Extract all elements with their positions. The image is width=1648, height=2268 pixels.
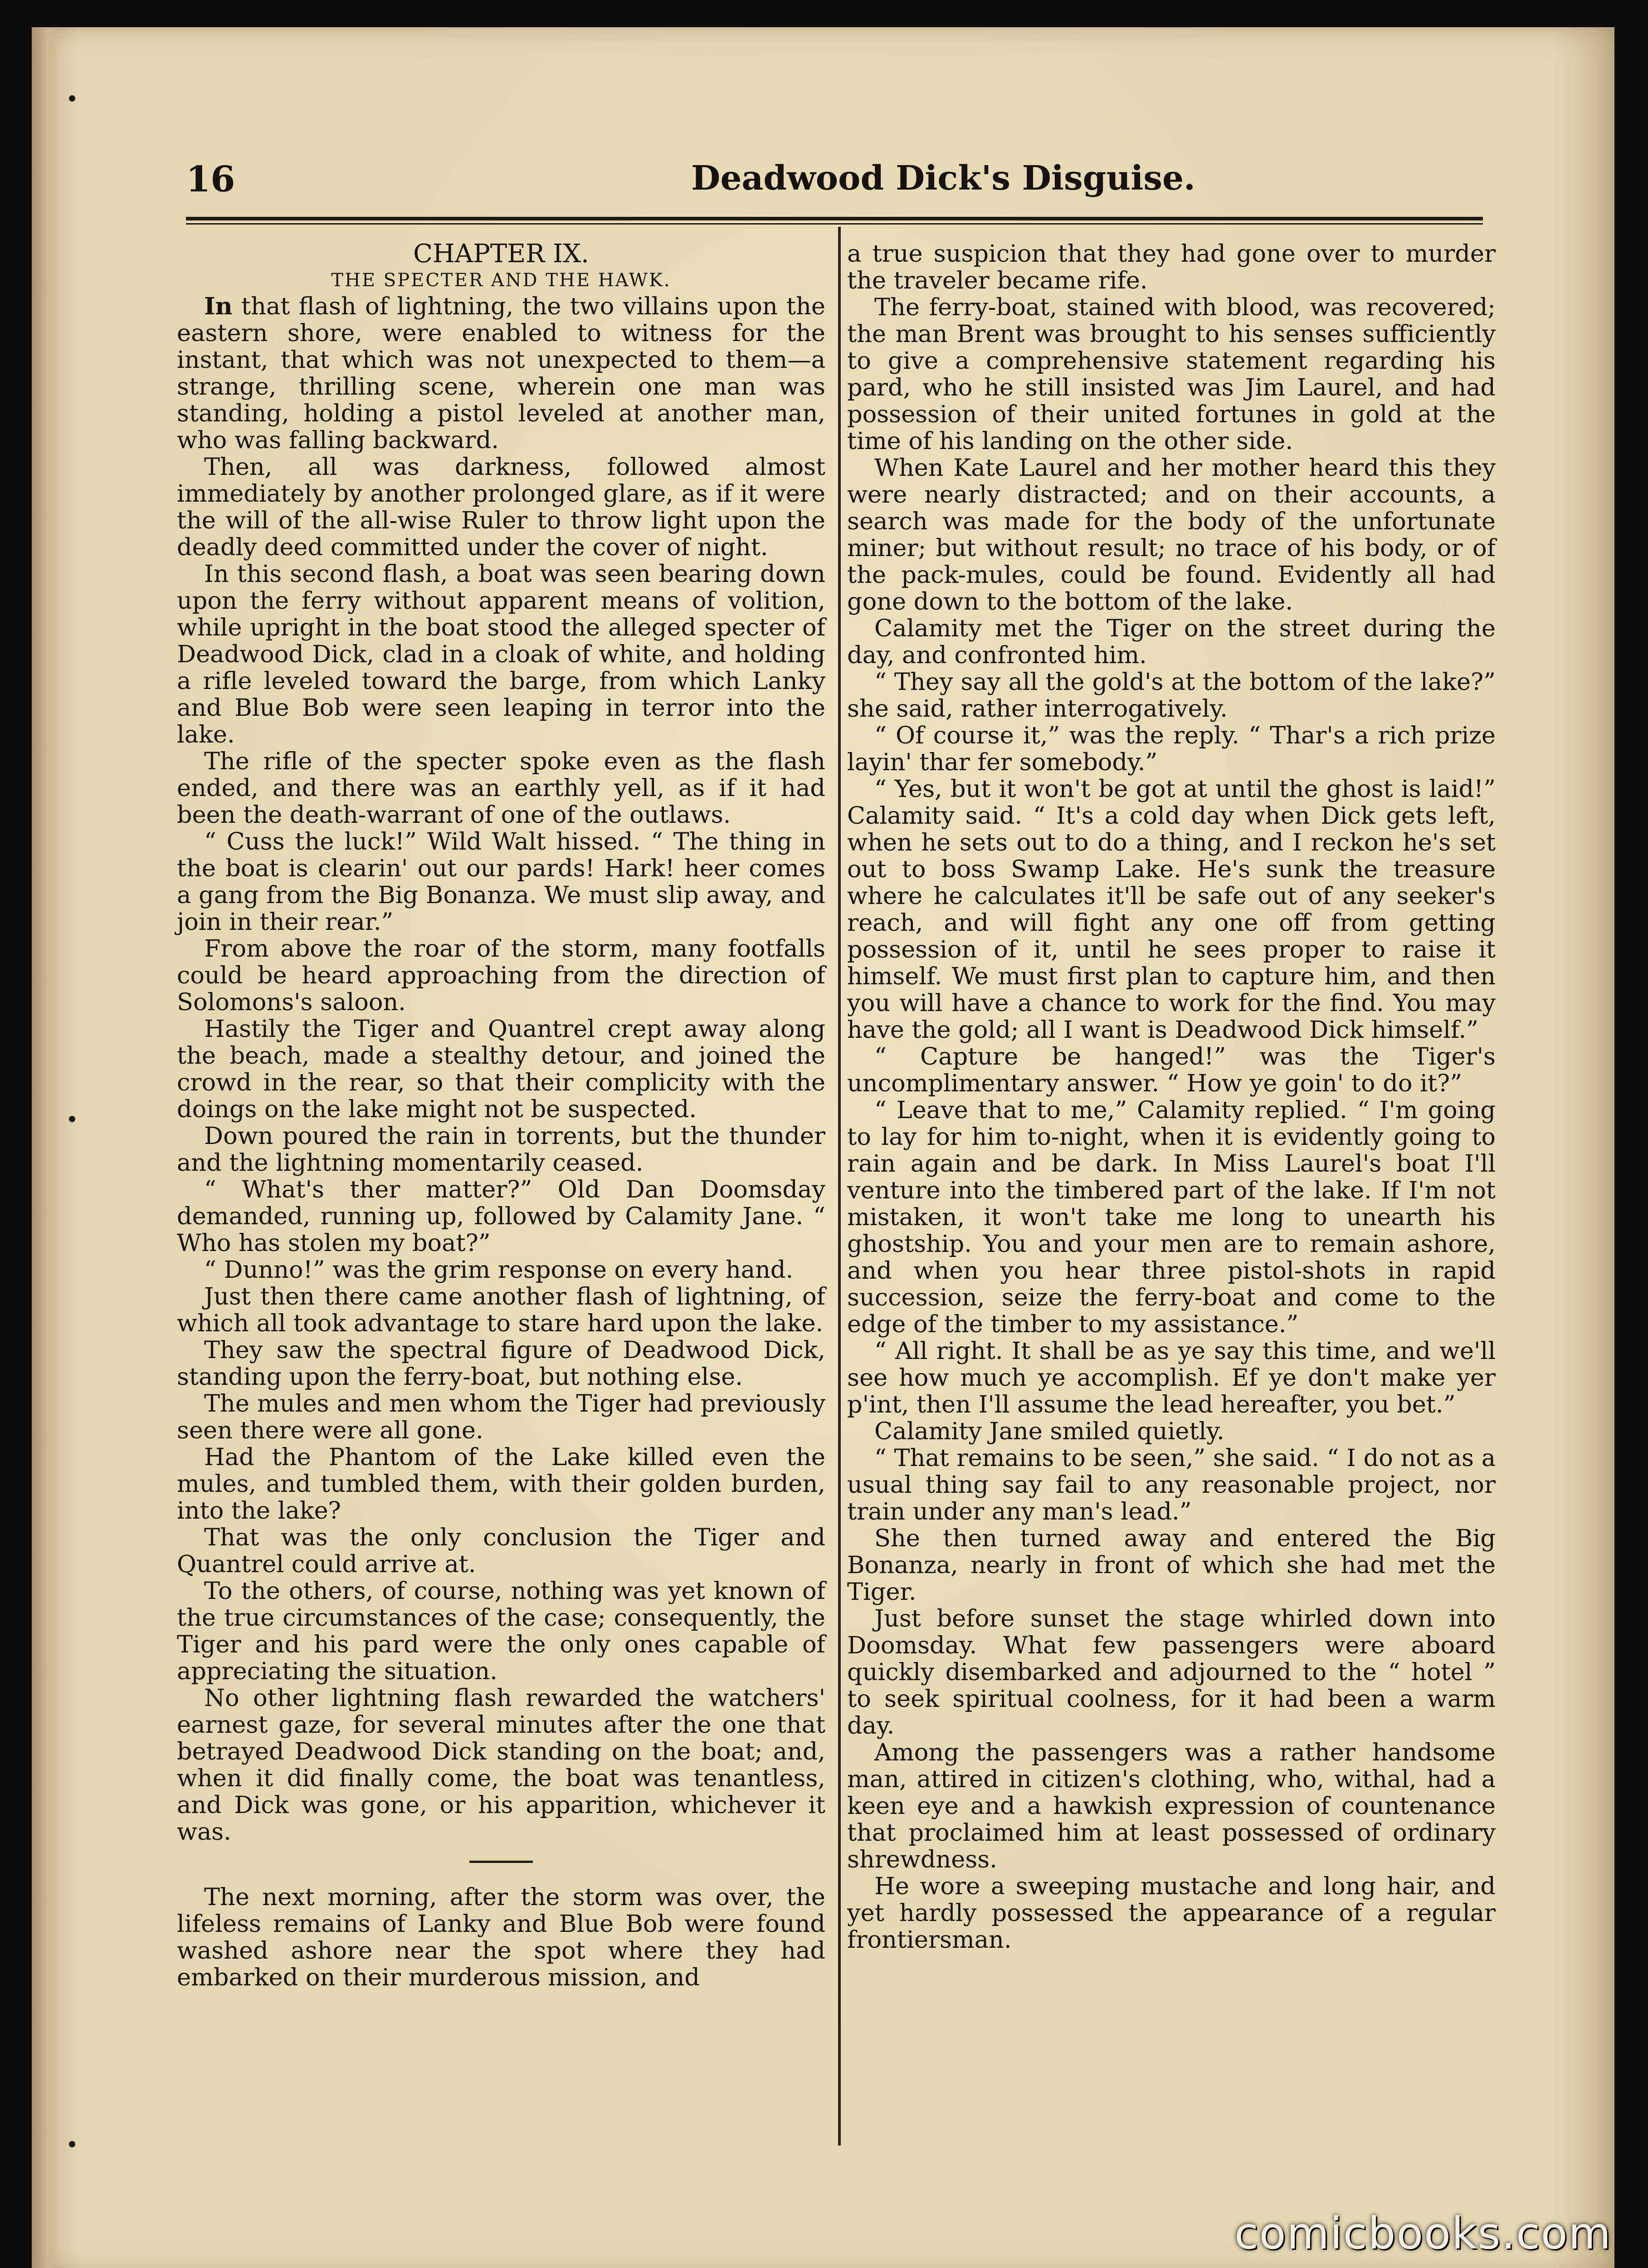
paragraph: “ Leave that to me,” Calamity replied. “ I'm going to lay for him to-night, when it is evidently going to rain again and be dark. In Miss Laurel's boat I'll venture into the timbered part of the lake. If I'm not mistaken, it won't take me long to unearth his ghostship. You and your men are to remain ashore, and when you hear three pistol-shots in rapid succession, seize the ferry-boat and come to the edge of the timber to my assistance.”: [847, 1096, 1496, 1338]
paragraph: “ Of course it,” was the reply. “ Thar's a rich prize layin' thar fer somebody.”: [847, 722, 1496, 776]
paragraph: From above the roar of the storm, many footfalls could be heard approaching from the direction of Solomons's saloon.: [177, 935, 825, 1016]
paragraph: To the others, of course, nothing was yet known of the true circumstances of the case; consequently, the Tiger and his pard were the only ones capable of appreciating the situation.: [177, 1577, 825, 1685]
paragraph: “ They say all the gold's at the bottom of the lake?” she said, rather interrogatively.: [847, 668, 1496, 723]
paragraph: Hastily the Tiger and Quantrel crept away along the beach, made a stealthy detour, and joined the crowd in the rear, so that their complicity with the doings on the lake might not be suspected.: [177, 1015, 825, 1123]
paragraph: The mules and men whom the Tiger had previously seen there were all gone.: [177, 1390, 825, 1444]
left-column: [177, 240, 825, 1991]
first-paragraph-text: that flash of lightning, the two villains upon the eastern shore, were enabled to witness for the instant, that which was not unexpected to them—a strange, thrilling scene, wherein one man was standing, holding a pistol leveled at another man, who was falling backward.: [177, 293, 825, 454]
paragraph: He wore a sweeping mustache and long hair, and yet hardly possessed the appearance of a regular frontiersman.: [847, 1872, 1496, 1954]
binding-hole: [69, 1116, 75, 1122]
site-watermark: comicbooks.com: [1234, 2208, 1612, 2259]
paragraph: Then, all was darkness, followed almost immediately by another prolonged glare, as if it were the will of the all-wise Ruler to throw light upon the deadly deed committed under the cover of night.: [177, 453, 825, 561]
binding-hole: [69, 2141, 75, 2147]
paragraph: “ Capture be hanged!” was the Tiger's uncomplimentary answer. “ How ye goin' to do it?”: [847, 1043, 1496, 1097]
paragraph: When Kate Laurel and her mother heard this they were nearly distracted; and on their accounts, a search was made for the body of the unfortunate miner; but without result; no trace of his body, or of the pack-mules, could be found. Evidently all had gone down to the bottom of the lake.: [847, 454, 1496, 616]
page-gutter: [32, 27, 59, 2268]
paragraph: Just then there came another flash of lightning, of which all took advantage to stare hard upon the lake.: [177, 1283, 825, 1337]
page-number: 16: [186, 159, 235, 200]
paragraph: “ Dunno!” was the grim response on every hand.: [204, 1256, 794, 1284]
header-rule: [186, 217, 1483, 220]
paragraph: “ That remains to be seen,” she said. “ I do not as a usual thing say fail to any reasonable project, nor train under any man's lead.”: [847, 1444, 1496, 1525]
running-title: Deadwood Dick's Disguise.: [691, 159, 1195, 198]
column-divider: [838, 227, 841, 2146]
paragraph: “ Yes, but it won't be got at until the ghost is laid!” Calamity said. “ It's a cold day when Dick gets left, when he sets out to do a thing, and I reckon he's set out to boss Swamp Lake. He's sunk the treasure where he calculates it'll be safe out of any seeker's reach, and will fight any one off from getting possession of it, until he sees proper to raise it himself. We must first plan to capture him, and then you will have a chance to work for the find. You may have the gold; all I want is Deadwood Dick himself.”: [847, 775, 1496, 1044]
paragraph: Down poured the rain in torrents, but the thunder and the lightning momentarily ceased.: [177, 1122, 825, 1177]
paragraph: The next morning, after the storm was over, the lifeless remains of Lanky and Blue Bob were found washed ashore near the spot where they had embarked on their murderous mission, and: [177, 1883, 825, 1991]
chapter-heading: CHAPTER IX.: [413, 239, 589, 269]
left-paragraphs: [177, 454, 825, 1845]
chapter-subtitle: THE SPECTER AND THE HAWK.: [331, 270, 671, 291]
paragraph: “ What's ther matter?” Old Dan Doomsday demanded, running up, followed by Calamity Jane. “ Who has stolen my boat?”: [177, 1176, 825, 1257]
section-break-rule: [469, 1861, 533, 1863]
paragraph: The ferry-boat, stained with blood, was recovered; the man Brent was brought to his senses sufficiently to give a comprehensive statement regarding his pard, who he still insisted was Jim Laurel, and had possession of their united fortunes in gold at the time of his landing on the other side.: [847, 293, 1496, 455]
first-word: In: [204, 293, 233, 320]
paragraph: They saw the spectral figure of Deadwood Dick, standing upon the ferry-boat, but nothing else.: [177, 1336, 825, 1391]
paragraph: No other lightning flash rewarded the watchers' earnest gaze, for several minutes after the one that betrayed Deadwood Dick standing on the boat; and, when it did finally come, the boat was tenantless, and Dick was gone, or his apparition, whichever it was.: [177, 1684, 825, 1846]
header-rule-thin: [186, 223, 1483, 225]
paragraph: “ All right. It shall be as ye say this time, and we'll see how much ye accomplish. Ef ye don't make yer p'int, then I'll assume the lead hereafter, you bet.”: [847, 1337, 1496, 1418]
paragraph: Calamity met the Tiger on the street during the day, and confronted him.: [847, 615, 1496, 669]
left-after-break-paragraphs: [177, 1884, 825, 1991]
paragraph: She then turned away and entered the Big Bonanza, nearly in front of which she had met the Tiger.: [847, 1525, 1496, 1606]
paragraph: In this second flash, a boat was seen bearing down upon the ferry without apparent means of volition, while upright in the boat stood the alleged specter of Deadwood Dick, clad in a cloak of white, and holding a rifle leveled toward the barge, from which Lanky and Blue Bob were seen leaping in terror into the lake.: [177, 560, 825, 748]
right-paragraphs: [847, 294, 1496, 1953]
page-header: [186, 150, 1501, 204]
paragraph: Just before sunset the stage whirled down into Doomsday. What few passengers were aboard quickly disembarked and adjourned to the “ hotel ” to seek spiritual coolness, for it had been a warm day.: [847, 1605, 1496, 1740]
paragraph: Among the passengers was a rather handsome man, attired in citizen's clothing, who, withal, had a keen eye and a hawkish expression of countenance that proclaimed him at least possessed of ordinary shrewdness.: [847, 1739, 1496, 1873]
right-column: [847, 240, 1496, 1953]
paragraph: The rifle of the specter spoke even as the flash ended, and there was an earthly yell, as if it had been the death-warrant of one of the outlaws.: [177, 748, 825, 829]
chapter-first-paragraph: [177, 293, 825, 454]
continued-paragraph: a true suspicion that they had gone over to murder the traveler became rife.: [847, 240, 1496, 294]
paragraph: Had the Phantom of the Lake killed even the mules, and tumbled them, with their golden burden, into the lake?: [177, 1443, 825, 1525]
binding-hole: [69, 95, 75, 102]
paragraph: Calamity Jane smiled quietly.: [874, 1418, 1224, 1445]
paragraph: That was the only conclusion the Tiger and Quantrel could arrive at.: [177, 1524, 825, 1578]
paragraph: “ Cuss the luck!” Wild Walt hissed. “ The thing in the boat is clearin' out our pards! Hark! heer comes a gang from the Big Bonanza. We must slip away, and join in their rear.”: [177, 828, 825, 936]
